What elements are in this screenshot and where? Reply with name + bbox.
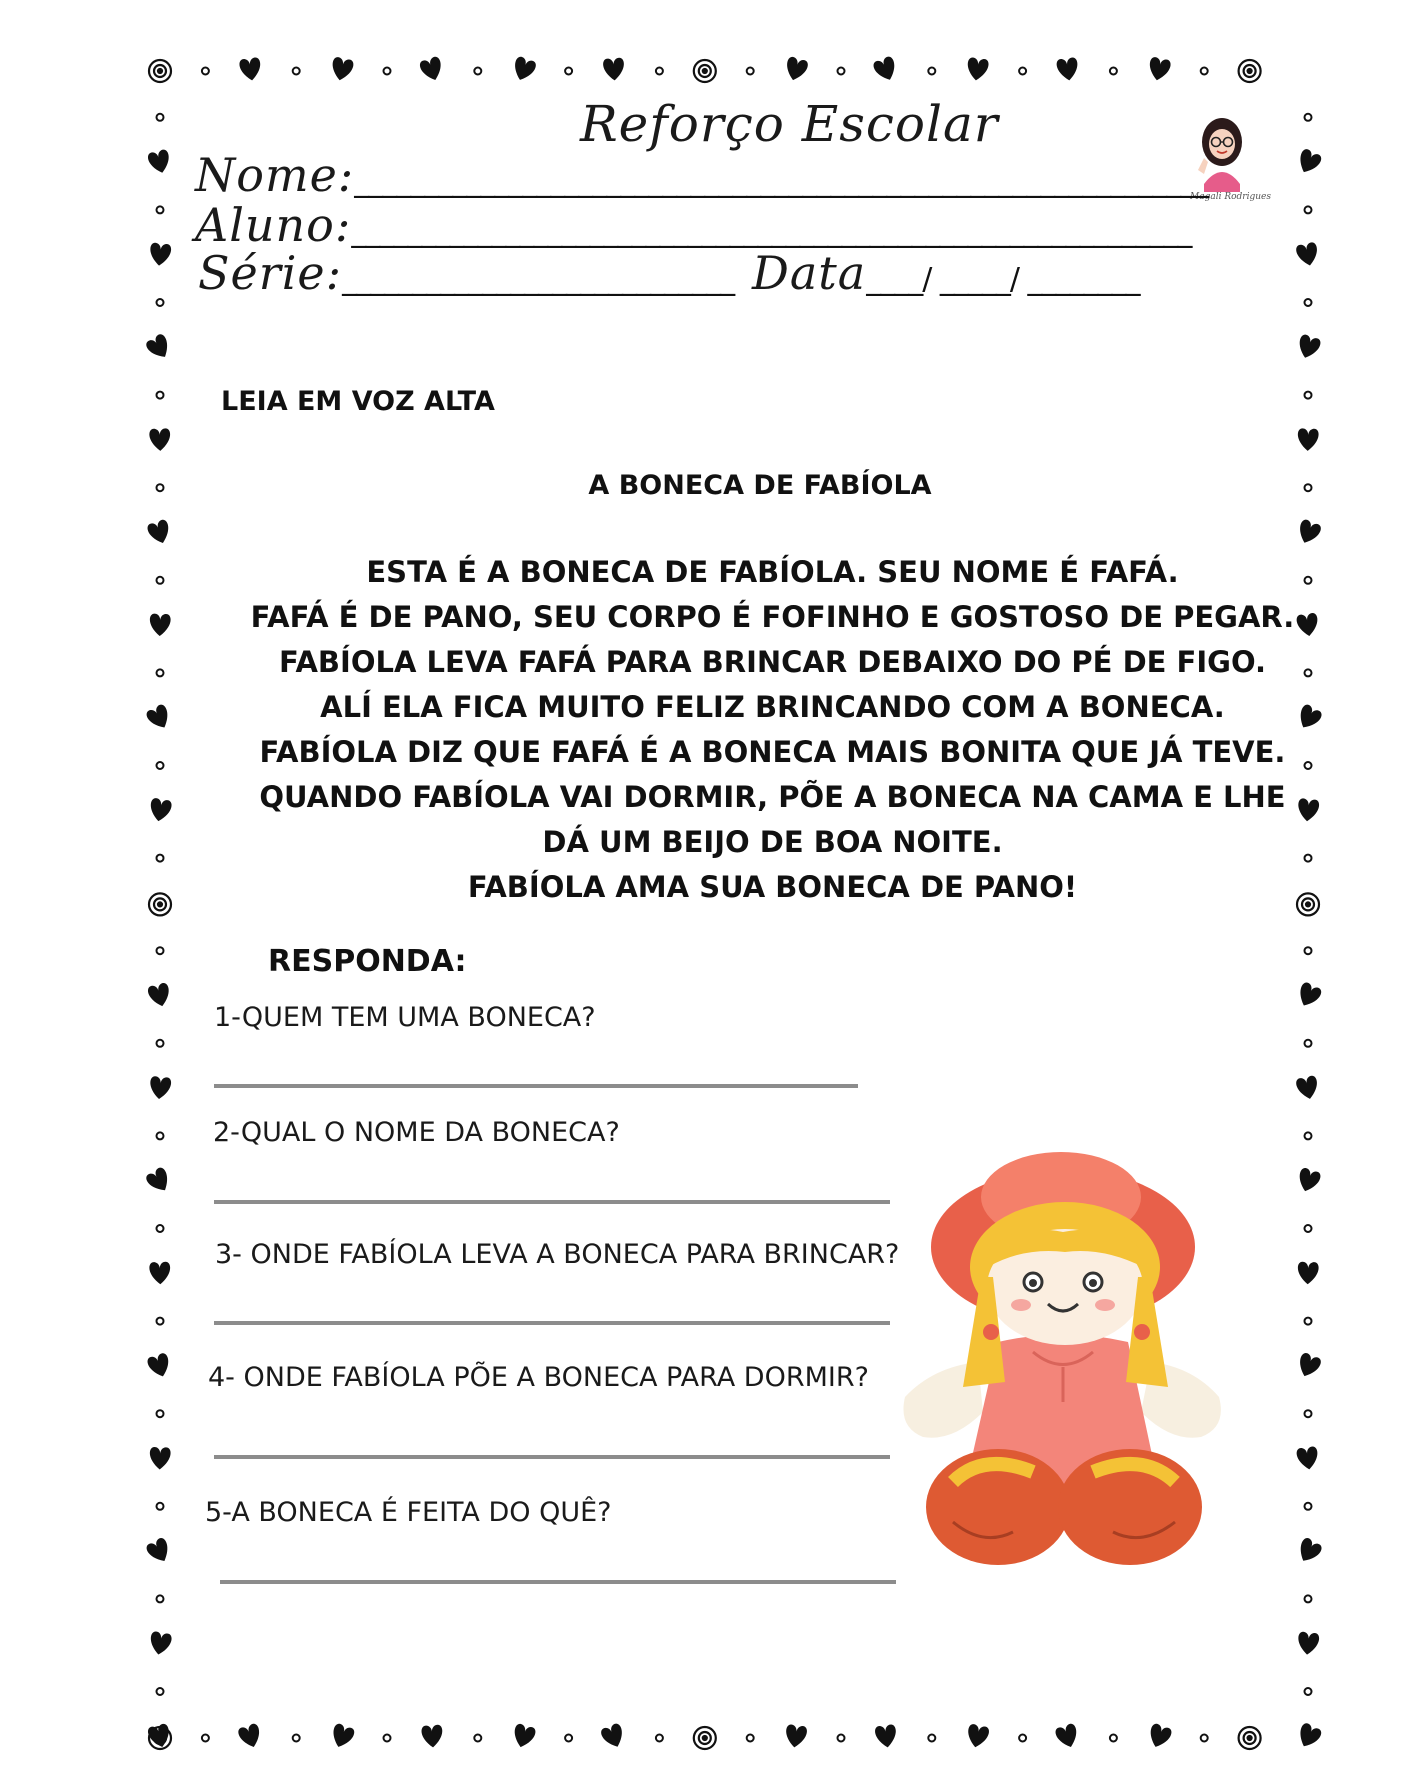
- story-line: FABÍOLA DIZ QUE FAFÁ É A BONECA MAIS BONITA QUE JÁ TEVE.: [259, 735, 1286, 769]
- dot-icon: [1305, 206, 1312, 213]
- heart-icon: [1295, 241, 1320, 267]
- heart-icon: [147, 982, 173, 1009]
- heart-icon: [146, 519, 173, 547]
- heart-icon: [510, 55, 537, 83]
- nome-field[interactable]: [195, 148, 1208, 202]
- story-line: FAFÁ É DE PANO, SEU CORPO É FOFINHO E GOSTOSO DE PEGAR.: [250, 600, 1295, 634]
- heart-icon: [237, 1723, 264, 1751]
- dot-icon: [384, 1735, 391, 1742]
- dot-icon: [1305, 1595, 1312, 1602]
- spiral-icon: [1239, 60, 1261, 82]
- heart-icon: [603, 57, 625, 81]
- instruction-heading: LEIA EM VOZ ALTA: [221, 386, 495, 417]
- spiral-icon: [1239, 1727, 1261, 1749]
- heart-icon: [421, 1724, 443, 1748]
- heart-icon: [1296, 1446, 1320, 1471]
- story-line: QUANDO FABÍOLA VAI DORMIR, PÕE A BONECA NA CAMA E LHE: [259, 780, 1286, 814]
- heart-icon: [329, 1722, 356, 1750]
- exercise-heading: RESPONDA:: [268, 944, 467, 979]
- answer-line-1[interactable]: [214, 1084, 858, 1088]
- dot-icon: [474, 1735, 481, 1742]
- dot-icon: [157, 392, 164, 399]
- story-title: A BONECA DE FABÍOLA: [588, 470, 932, 501]
- heart-icon: [149, 1076, 172, 1100]
- question-3: 3- ONDE FABÍOLA LEVA A BONECA PARA BRINCAR?: [215, 1239, 900, 1270]
- aluno-field[interactable]: [195, 198, 1191, 252]
- heart-icon: [1295, 518, 1323, 546]
- dot-icon: [1305, 1410, 1312, 1417]
- heart-icon: [872, 55, 900, 83]
- dot-icon: [1305, 669, 1312, 676]
- dot-icon: [1201, 68, 1208, 75]
- heart-icon: [145, 703, 174, 732]
- heart-icon: [146, 1352, 173, 1380]
- heart-icon: [144, 332, 173, 362]
- dot-icon: [1305, 1688, 1312, 1695]
- dot-icon: [1305, 855, 1312, 862]
- question-5: 5-A BONECA É FEITA DO QUÊ?: [205, 1497, 612, 1528]
- dot-icon: [656, 68, 663, 75]
- heart-icon: [148, 797, 172, 823]
- dot-icon: [1305, 762, 1312, 769]
- dot-icon: [157, 299, 164, 306]
- heart-icon: [149, 613, 171, 636]
- heart-icon: [145, 1536, 174, 1565]
- heart-icon: [600, 1722, 628, 1750]
- heart-icon: [1147, 56, 1172, 82]
- dot-icon: [157, 1503, 164, 1510]
- heart-icon: [1295, 1352, 1323, 1380]
- answer-line-4[interactable]: [214, 1455, 890, 1459]
- dot-icon: [157, 577, 164, 584]
- heart-icon: [784, 1724, 808, 1749]
- story-line: FABÍOLA AMA SUA BONECA DE PANO!: [467, 870, 1078, 904]
- dot-icon: [157, 669, 164, 676]
- story-line: FABÍOLA LEVA FAFÁ PARA BRINCAR DEBAIXO DO PÉ DE FIGO.: [279, 645, 1266, 679]
- dot-icon: [157, 1595, 164, 1602]
- story-line: DÁ UM BEIJO DE BOA NOITE.: [542, 825, 1003, 859]
- dot-icon: [202, 1735, 209, 1742]
- nome-blank-line: _____________________________________________________________: [354, 164, 1209, 199]
- dot-icon: [747, 1735, 754, 1742]
- answer-line-2[interactable]: [214, 1200, 890, 1204]
- heart-icon: [144, 1166, 173, 1196]
- serie-blank-line: ____________________________: [342, 262, 735, 297]
- heart-icon: [1056, 57, 1080, 82]
- heart-icon: [783, 56, 809, 83]
- heart-icon: [329, 56, 354, 82]
- data-label: Data: [752, 246, 867, 300]
- heart-icon: [1297, 1262, 1319, 1285]
- dot-icon: [1305, 577, 1312, 584]
- dot-icon: [1305, 114, 1312, 121]
- dot-icon: [157, 484, 164, 491]
- dot-icon: [1305, 1040, 1312, 1047]
- heart-icon: [1297, 1631, 1320, 1655]
- dot-icon: [157, 762, 164, 769]
- dot-icon: [1110, 1735, 1117, 1742]
- dot-icon: [1305, 484, 1312, 491]
- data-field[interactable]: [752, 246, 1140, 300]
- answer-line-5[interactable]: [220, 1580, 896, 1584]
- data-blank-line: ____/ _____/ ________: [866, 262, 1140, 297]
- heart-icon: [149, 428, 171, 451]
- dot-icon: [838, 68, 845, 75]
- dot-icon: [157, 855, 164, 862]
- heart-icon: [966, 57, 990, 82]
- heart-icon: [149, 1447, 171, 1470]
- dot-icon: [565, 68, 572, 75]
- dot-icon: [565, 1735, 572, 1742]
- dot-icon: [1305, 392, 1312, 399]
- heart-icon: [1054, 1723, 1081, 1751]
- dot-icon: [157, 1688, 164, 1695]
- heart-icon: [1295, 1075, 1320, 1101]
- dot-icon: [1305, 1318, 1312, 1325]
- dot-icon: [1305, 947, 1312, 954]
- question-1: 1-QUEM TEM UMA BONECA?: [214, 1002, 596, 1033]
- avatar-signature: Magali Rodrigues: [1190, 192, 1271, 202]
- heart-icon: [148, 1631, 172, 1657]
- rag-doll-illustration: [893, 1152, 1231, 1577]
- heart-icon: [965, 1723, 990, 1749]
- dot-icon: [838, 1735, 845, 1742]
- dot-icon: [157, 1225, 164, 1232]
- heart-icon: [1295, 1722, 1323, 1751]
- heart-icon: [149, 1262, 171, 1285]
- heart-icon: [239, 57, 263, 82]
- heart-icon: [1146, 1722, 1173, 1750]
- answer-line-3[interactable]: [214, 1321, 890, 1325]
- aluno-blank-line: ____________________________________________________________: [351, 214, 1192, 249]
- dot-icon: [1110, 68, 1117, 75]
- dot-icon: [928, 68, 935, 75]
- spiral-icon: [694, 60, 716, 82]
- dot-icon: [1305, 1225, 1312, 1232]
- heart-icon: [1295, 333, 1322, 361]
- dot-icon: [1019, 68, 1026, 75]
- dot-icon: [157, 947, 164, 954]
- dot-icon: [656, 1735, 663, 1742]
- dot-icon: [1305, 1503, 1312, 1510]
- dot-icon: [157, 1040, 164, 1047]
- dot-icon: [1019, 1735, 1026, 1742]
- aluno-label: Aluno:: [195, 198, 352, 252]
- heart-icon: [1295, 1167, 1322, 1195]
- page-title: Reforço Escolar: [580, 95, 999, 153]
- dot-icon: [1305, 1132, 1312, 1139]
- dot-icon: [157, 1132, 164, 1139]
- story-line: ALÍ ELA FICA MUITO FELIZ BRINCANDO COM A BONECA.: [320, 690, 1225, 724]
- dot-icon: [1201, 1735, 1208, 1742]
- dot-icon: [474, 68, 481, 75]
- dot-icon: [157, 206, 164, 213]
- nome-label: Nome:: [195, 148, 355, 202]
- heart-icon: [874, 1724, 898, 1749]
- serie-field[interactable]: [198, 246, 734, 300]
- heart-icon: [1297, 428, 1319, 451]
- heart-icon: [1295, 148, 1323, 177]
- spiral-icon: [694, 1727, 716, 1749]
- dot-icon: [1305, 299, 1312, 306]
- serie-label: Série:: [198, 246, 343, 300]
- dot-icon: [384, 68, 391, 75]
- dot-icon: [293, 68, 300, 75]
- question-4: 4- ONDE FABÍOLA PÕE A BONECA PARA DORMIR?: [208, 1362, 869, 1393]
- spiral-icon: [149, 60, 171, 82]
- story-text: [240, 550, 1305, 910]
- dot-icon: [157, 114, 164, 121]
- heart-icon: [147, 149, 173, 176]
- dot-icon: [157, 1410, 164, 1417]
- dot-icon: [293, 1735, 300, 1742]
- dot-icon: [747, 68, 754, 75]
- spiral-icon: [149, 893, 171, 915]
- question-2: 2-QUAL O NOME DA BONECA?: [213, 1117, 620, 1148]
- dot-icon: [928, 1735, 935, 1742]
- heart-icon: [419, 56, 446, 84]
- heart-icon: [1295, 981, 1323, 1010]
- dot-icon: [157, 1318, 164, 1325]
- dot-icon: [202, 68, 209, 75]
- story-line: ESTA É A BONECA DE FABÍOLA. SEU NOME É FAFÁ.: [366, 555, 1179, 589]
- heart-icon: [1294, 1536, 1323, 1566]
- heart-icon: [149, 242, 172, 266]
- heart-icon: [511, 1723, 537, 1750]
